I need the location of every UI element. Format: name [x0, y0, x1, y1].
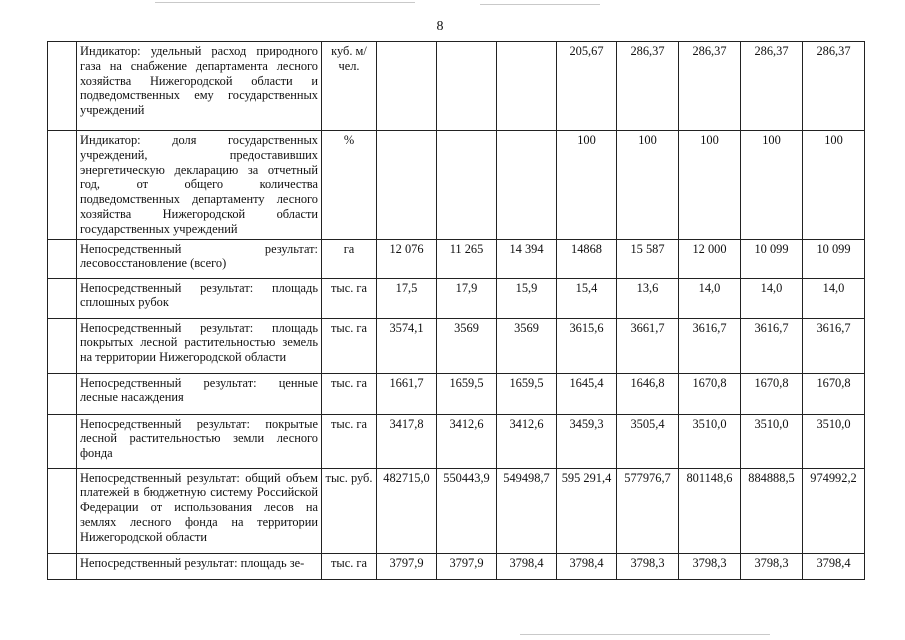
- table-row: [48, 318, 865, 373]
- value-cell: 100: [679, 131, 741, 240]
- value-cell: 550443,9: [437, 468, 497, 553]
- row-description: Непосредственный результат: площадь сплошных рубок: [77, 278, 322, 318]
- value-cell: [377, 42, 437, 131]
- value-cell: [497, 42, 557, 131]
- row-description: Непосредственный результат: площадь зе-: [77, 553, 322, 579]
- value-cell: 286,37: [803, 42, 865, 131]
- row-gutter-cell: [48, 42, 77, 131]
- row-gutter-cell: [48, 373, 77, 414]
- value-cell: 3510,0: [679, 414, 741, 468]
- value-cell: 17,5: [377, 278, 437, 318]
- row-gutter-cell: [48, 468, 77, 553]
- value-cell: 3798,4: [557, 553, 617, 579]
- value-cell: 1645,4: [557, 373, 617, 414]
- value-cell: 549498,7: [497, 468, 557, 553]
- table-row: [48, 278, 865, 318]
- value-cell: 1659,5: [437, 373, 497, 414]
- row-unit: куб. м/чел.: [322, 42, 377, 131]
- value-cell: 286,37: [617, 42, 679, 131]
- row-gutter-cell: [48, 278, 77, 318]
- value-cell: 3505,4: [617, 414, 679, 468]
- row-unit: тыс. га: [322, 553, 377, 579]
- scan-artifact-line: [480, 4, 600, 5]
- value-cell: 286,37: [741, 42, 803, 131]
- value-cell: 3510,0: [803, 414, 865, 468]
- value-cell: 3417,8: [377, 414, 437, 468]
- value-cell: [437, 42, 497, 131]
- value-cell: 974992,2: [803, 468, 865, 553]
- row-unit: тыс. га: [322, 278, 377, 318]
- value-cell: [497, 131, 557, 240]
- value-cell: 3510,0: [741, 414, 803, 468]
- value-cell: 1670,8: [803, 373, 865, 414]
- table-row: [48, 553, 865, 579]
- value-cell: 3798,3: [679, 553, 741, 579]
- value-cell: 14,0: [679, 278, 741, 318]
- scan-artifact-line: [155, 2, 415, 3]
- value-cell: 3798,3: [741, 553, 803, 579]
- value-cell: 15,4: [557, 278, 617, 318]
- value-cell: 10 099: [803, 239, 865, 278]
- value-cell: 13,6: [617, 278, 679, 318]
- row-description: Непосредственный результат: площадь покрытых лесной растительностью земель на территории Нижегородской области: [77, 318, 322, 373]
- value-cell: 12 076: [377, 239, 437, 278]
- table-row: [48, 42, 865, 131]
- value-cell: 14,0: [741, 278, 803, 318]
- row-unit: %: [322, 131, 377, 240]
- table-row: [48, 414, 865, 468]
- value-cell: 100: [803, 131, 865, 240]
- indicators-table: [47, 41, 865, 580]
- row-description: Непосредственный результат: лесовосстановление (всего): [77, 239, 322, 278]
- value-cell: 100: [557, 131, 617, 240]
- table-row: [48, 373, 865, 414]
- row-gutter-cell: [48, 131, 77, 240]
- row-unit: га: [322, 239, 377, 278]
- row-gutter-cell: [48, 553, 77, 579]
- value-cell: 12 000: [679, 239, 741, 278]
- page-number: 8: [436, 19, 444, 34]
- value-cell: 3616,7: [803, 318, 865, 373]
- value-cell: 11 265: [437, 239, 497, 278]
- value-cell: 1670,8: [679, 373, 741, 414]
- value-cell: 3412,6: [497, 414, 557, 468]
- value-cell: 3661,7: [617, 318, 679, 373]
- value-cell: 205,67: [557, 42, 617, 131]
- value-cell: 17,9: [437, 278, 497, 318]
- row-description: Непосредственный результат: общий объем платежей в бюджетную систему Российской Федерации от использования лесов на землях лесного фонда на территории Нижегородской области: [77, 468, 322, 553]
- value-cell: 14,0: [803, 278, 865, 318]
- value-cell: 3616,7: [741, 318, 803, 373]
- value-cell: 10 099: [741, 239, 803, 278]
- row-description: Индикатор: удельный расход природного газа на снабжение департамента лесного хозяйства Нижегородской области и подведомственных ему государственных учреждений: [77, 42, 322, 131]
- value-cell: [377, 131, 437, 240]
- value-cell: 14868: [557, 239, 617, 278]
- scan-artifact-line: [520, 634, 770, 635]
- value-cell: 3616,7: [679, 318, 741, 373]
- row-description: Непосредственный результат: покрытые лесной растительностью земли лесного фонда: [77, 414, 322, 468]
- value-cell: 801148,6: [679, 468, 741, 553]
- value-cell: 3797,9: [437, 553, 497, 579]
- row-unit: тыс. га: [322, 373, 377, 414]
- row-unit: тыс. га: [322, 318, 377, 373]
- value-cell: 3798,3: [617, 553, 679, 579]
- value-cell: 3797,9: [377, 553, 437, 579]
- value-cell: 286,37: [679, 42, 741, 131]
- value-cell: 3569: [437, 318, 497, 373]
- row-description: Индикатор: доля государственных учреждений, предоставивших энергетическую декларацию за отчетный год, от общего количества подведомственных департаменту лесного хозяйства Нижегородской области государственных учреждений: [77, 131, 322, 240]
- value-cell: 3569: [497, 318, 557, 373]
- row-gutter-cell: [48, 239, 77, 278]
- value-cell: 1659,5: [497, 373, 557, 414]
- row-gutter-cell: [48, 414, 77, 468]
- value-cell: 3798,4: [803, 553, 865, 579]
- value-cell: 3459,3: [557, 414, 617, 468]
- value-cell: [437, 131, 497, 240]
- value-cell: 3798,4: [497, 553, 557, 579]
- value-cell: 1646,8: [617, 373, 679, 414]
- table-row: [48, 468, 865, 553]
- value-cell: 595 291,4: [557, 468, 617, 553]
- value-cell: 1670,8: [741, 373, 803, 414]
- value-cell: 100: [617, 131, 679, 240]
- value-cell: 100: [741, 131, 803, 240]
- row-unit: тыс. руб.: [322, 468, 377, 553]
- value-cell: 482715,0: [377, 468, 437, 553]
- value-cell: 15 587: [617, 239, 679, 278]
- value-cell: 1661,7: [377, 373, 437, 414]
- value-cell: 14 394: [497, 239, 557, 278]
- table-row: [48, 131, 865, 240]
- value-cell: 3412,6: [437, 414, 497, 468]
- row-unit: тыс. га: [322, 414, 377, 468]
- value-cell: 884888,5: [741, 468, 803, 553]
- value-cell: 577976,7: [617, 468, 679, 553]
- value-cell: 15,9: [497, 278, 557, 318]
- row-gutter-cell: [48, 318, 77, 373]
- value-cell: 3615,6: [557, 318, 617, 373]
- table-row: [48, 239, 865, 278]
- row-description: Непосредственный результат: ценные лесные насаждения: [77, 373, 322, 414]
- value-cell: 3574,1: [377, 318, 437, 373]
